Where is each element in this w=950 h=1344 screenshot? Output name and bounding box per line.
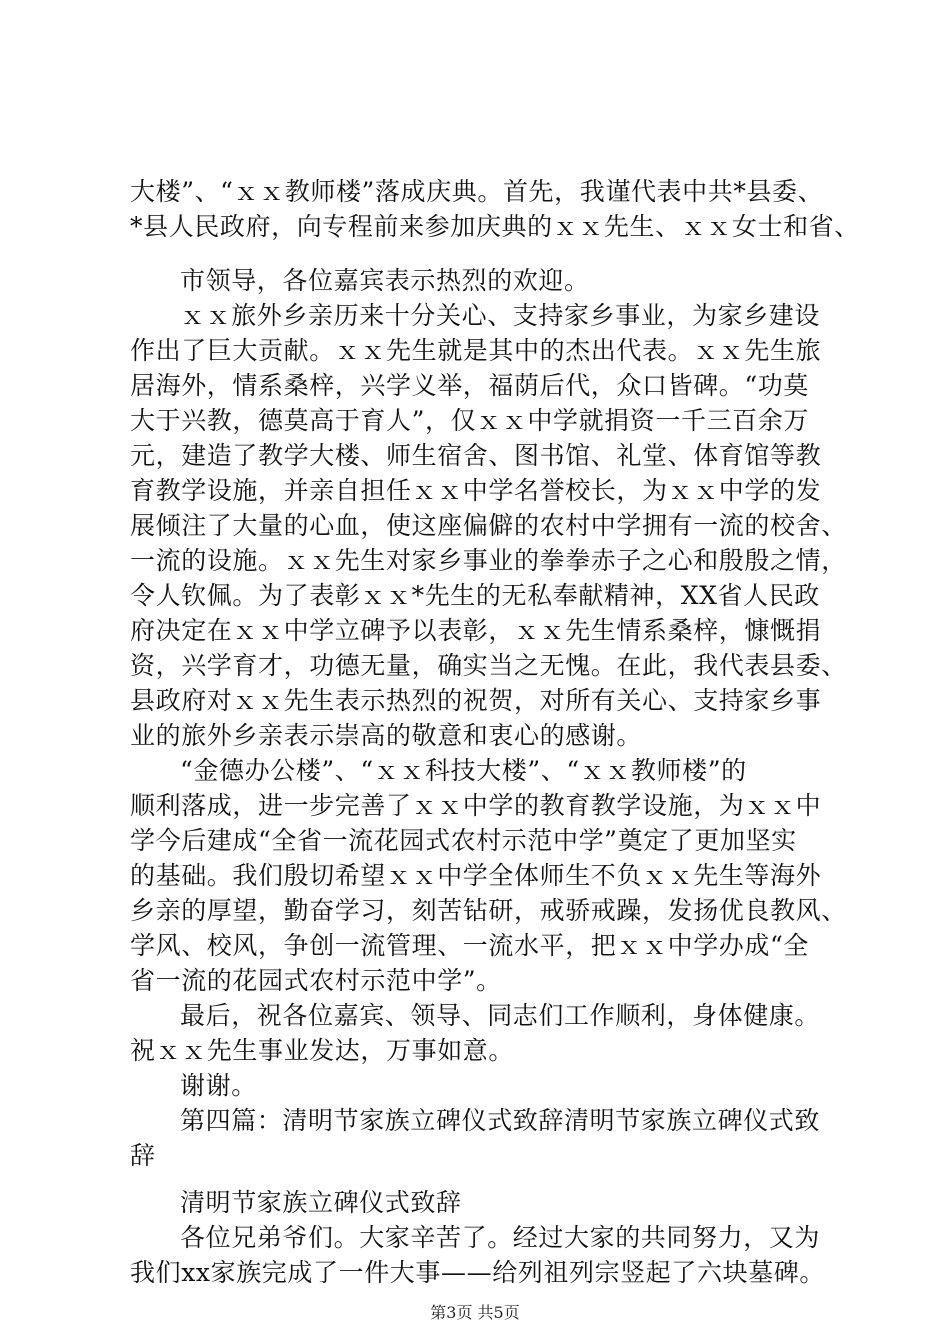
paragraph-line: 学风、校风，争创一流管理、一流水平，把ｘｘ中学办成“全 — [130, 931, 809, 960]
paragraph-line: 资，兴学育才，功德无量，确实当之无愧。在此，我代表县委、 — [130, 651, 847, 680]
paragraph-line: 令人钦佩。为了表彰ｘｘ*先生的无私奉献精神，XX省人民政 — [130, 581, 820, 610]
paragraph-line: 一流的设施。ｘｘ先生对家乡事业的拳拳赤子之心和殷殷之情， — [130, 546, 847, 575]
paragraph-line: ｘｘ旅外乡亲历来十分关心、支持家乡事业，为家乡建设 — [180, 301, 821, 330]
paragraph-line: 作出了巨大贡献。ｘｘ先生就是其中的杰出代表。ｘｘ先生旅 — [130, 336, 822, 365]
paragraph-line: 祝ｘｘ先生事业发达，万事如意。 — [130, 1036, 515, 1065]
paragraph-line: 顺利落成，进一步完善了ｘｘ中学的教育教学设施，为ｘｘ中 — [130, 791, 822, 820]
paragraph-line: 我们xx家族完成了一件大事——给列祖列宗竖起了六块墓碑。 — [130, 1258, 826, 1287]
paragraph-line: 大楼”、“ｘｘ教师楼”落成庆典。首先，我谨代表中共*县委、 — [130, 177, 824, 206]
paragraph-line: 育教学设施，并亲自担任ｘｘ中学名誉校长，为ｘｘ中学的发 — [130, 476, 822, 505]
paragraph-line: 元，建造了教学大楼、师生宿舍、图书馆、礼堂、体育馆等教 — [130, 441, 822, 470]
paragraph-line: 居海外，情系桑梓，兴学义举，福荫后代，众口皆碑。“功莫 — [130, 371, 809, 400]
paragraph-line: 学今后建成“全省一流花园式农村示范中学”奠定了更加坚实 — [130, 826, 797, 855]
paragraph-line: 各位兄弟爷们。大家辛苦了。经过大家的共同努力，又为 — [180, 1223, 821, 1252]
paragraph-line: 谢谢。 — [180, 1071, 257, 1100]
paragraph-line: “金德办公楼”、“ｘｘ科技大楼”、“ｘｘ教师楼”的 — [180, 756, 747, 785]
paragraph-line: 府决定在ｘｘ中学立碑予以表彰，ｘｘ先生情系桑梓，慷慨捐 — [130, 616, 822, 645]
paragraph-line: 展倾注了大量的心血，使这座偏僻的农村中学拥有一流的校舍、 — [130, 511, 847, 540]
section-heading-line: 辞 — [130, 1141, 156, 1170]
paragraph-line: 业的旅外乡亲表示崇高的敬意和衷心的感谢。 — [130, 721, 643, 750]
paragraph-line: 乡亲的厚望，勤奋学习，刻苦钻研，戒骄戒躁，发扬优良教风、 — [130, 896, 847, 925]
speech-title: 清明节家族立碑仪式致辞 — [180, 1188, 462, 1217]
paragraph-line: 省一流的花园式农村示范中学”。 — [130, 966, 502, 995]
paragraph-line: 县政府对ｘｘ先生表示热烈的祝贺，对所有关心、支持家乡事 — [130, 686, 822, 715]
section-heading-line: 第四篇：清明节家族立碑仪式致辞清明节家族立碑仪式致 — [180, 1106, 821, 1135]
paragraph-line: 的基础。我们殷切希望ｘｘ中学全体师生不负ｘｘ先生等海外 — [130, 861, 822, 890]
paragraph-line: 市领导，各位嘉宾表示热烈的欢迎。 — [180, 266, 590, 295]
paragraph-line: 最后，祝各位嘉宾、领导、同志们工作顺利，身体健康。 — [180, 1001, 821, 1030]
page-number: 第3页 共5页 — [430, 1303, 520, 1322]
paragraph-line: 大于兴教，德莫高于育人”，仅ｘｘ中学就捐资一千三百余万 — [130, 406, 809, 435]
paragraph-line: *县人民政府，向专程前来参加庆典的ｘｘ先生、ｘｘ女士和省、 — [130, 212, 860, 241]
